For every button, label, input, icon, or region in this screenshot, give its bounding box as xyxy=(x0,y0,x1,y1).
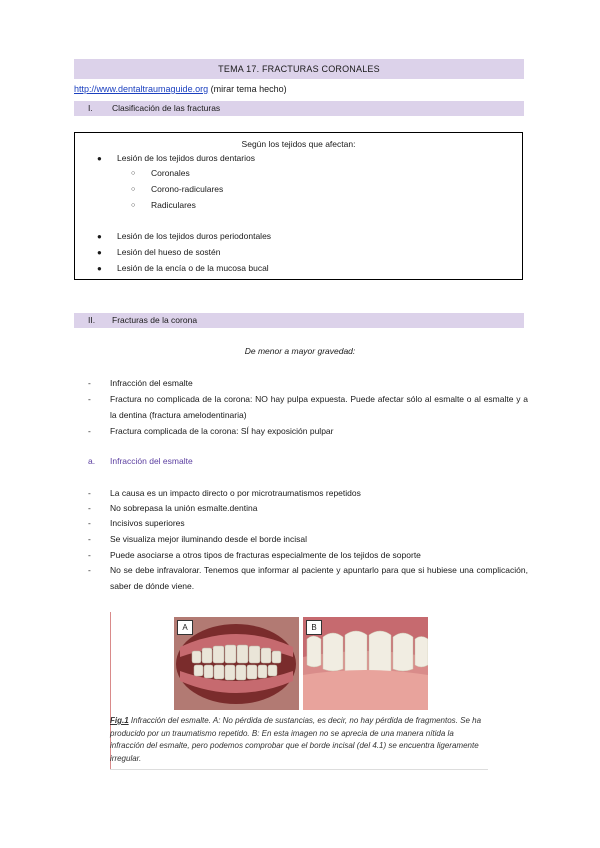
dash-marker: - xyxy=(88,518,91,528)
bullet-icon: ● xyxy=(97,153,102,163)
list-item xyxy=(97,153,255,163)
dash-marker: - xyxy=(88,534,91,544)
sub-list-item xyxy=(131,200,196,210)
section-1-number: I. xyxy=(88,103,93,113)
document-title: TEMA 17. FRACTURAS CORONALES xyxy=(74,59,524,79)
dash-marker: - xyxy=(88,426,91,436)
list-item-text: Fractura complicada de la corona: SÍ hay exposición pulpar xyxy=(110,426,334,436)
list-item-text: La causa es un impacto directo o por microtraumatismos repetidos xyxy=(110,488,361,498)
list-item xyxy=(97,263,269,273)
list-item xyxy=(88,423,528,439)
caption-divider xyxy=(110,769,488,770)
section-1-heading xyxy=(74,101,524,116)
classification-heading: Según los tejidos que afectan: xyxy=(241,139,356,149)
circle-bullet-icon: ○ xyxy=(131,185,136,193)
list-item-text: No sobrepasa la unión esmalte.dentina xyxy=(110,503,258,513)
photo-b-teeth xyxy=(303,617,428,710)
list-item xyxy=(88,391,528,423)
section-2-title: Fracturas de la corona xyxy=(112,315,198,325)
dash-marker: - xyxy=(88,550,91,560)
list-item xyxy=(97,231,271,241)
list-item xyxy=(88,515,528,531)
list-item-text: Fractura no complicada de la corona: NO hay pulpa expuesta. Puede afectar sólo al esmalte o al esmalte y a la dentina (fractura amelodentinaria) xyxy=(110,394,528,420)
classification-box xyxy=(74,132,523,280)
dash-marker: - xyxy=(88,488,91,498)
severity-subtitle: De menor a mayor gravedad: xyxy=(244,346,356,356)
dash-marker: - xyxy=(88,503,91,513)
bullet-icon: ● xyxy=(97,247,102,257)
photo-b-label: B xyxy=(306,620,322,635)
list-item-text: No se debe infravalorar. Tenemos que informar al paciente y apuntarlo para que si hubiese una complicación, saber de dónde viene. xyxy=(110,565,528,591)
subsection-title: Infracción del esmalte xyxy=(110,456,193,466)
sub-list-item-text: Coronales xyxy=(151,168,190,178)
list-item-text: Se visualiza mejor iluminando desde el borde incisal xyxy=(110,534,308,544)
list-item-text: Lesión del hueso de sostén xyxy=(117,247,221,257)
sub-list-item xyxy=(131,168,190,178)
list-item xyxy=(88,531,528,547)
circle-bullet-icon: ○ xyxy=(131,201,136,209)
list-item-text: Infracción del esmalte xyxy=(110,378,193,388)
list-item-text: Lesión de los tejidos duros dentarios xyxy=(117,153,255,163)
list-item-text: Lesión de la encía o de la mucosa bucal xyxy=(117,263,269,273)
list-item-text: Incisivos superiores xyxy=(110,518,185,528)
list-item xyxy=(88,375,528,391)
dash-marker: - xyxy=(88,378,91,388)
bullet-icon: ● xyxy=(97,263,102,273)
dash-marker: - xyxy=(88,394,91,404)
sub-list-item-text: Radiculares xyxy=(151,200,196,210)
list-item xyxy=(88,485,528,501)
list-item xyxy=(88,500,528,516)
figure-number: Fig.1 xyxy=(110,716,129,725)
photo-a-teeth xyxy=(174,617,299,710)
list-item xyxy=(97,247,221,257)
figure-1 xyxy=(110,612,490,772)
figure-caption xyxy=(110,715,488,765)
dash-marker: - xyxy=(88,565,91,575)
circle-bullet-icon: ○ xyxy=(131,169,136,177)
dentaltraumaguide-link[interactable]: http://www.dentaltraumaguide.org xyxy=(74,84,209,94)
section-2-heading xyxy=(74,313,524,328)
list-item xyxy=(88,547,528,563)
list-item-text: Puede asociarse a otros tipos de fracturas especialmente de los tejidos de soporte xyxy=(110,550,421,560)
subsection-letter: a. xyxy=(88,456,96,466)
reference-line xyxy=(74,84,287,94)
section-2-number: II. xyxy=(88,315,96,325)
figure-caption-text: Infracción del esmalte. A: No pérdida de sustancias, es decir, no hay pérdida de fragmentos. Se ha producido por un traumatismo repetido. B: En esta imagen no se aprecia de una manera nítida la infracción del esmalte, pero podemos comprobar que el borde incisal (del 4.1) se encuentra ligeramente irregular. xyxy=(110,716,482,763)
sub-list-item-text: Corono-radiculares xyxy=(151,184,224,194)
sub-list-item xyxy=(131,184,223,194)
link-note: (mirar tema hecho) xyxy=(208,84,287,94)
list-item-text: Lesión de los tejidos duros periodontales xyxy=(117,231,272,241)
photo-a-label: A xyxy=(177,620,193,635)
list-item xyxy=(88,562,528,594)
bullet-icon: ● xyxy=(97,231,102,241)
section-1-title: Clasificación de las fracturas xyxy=(112,103,221,113)
subsection-a-heading xyxy=(88,456,193,466)
